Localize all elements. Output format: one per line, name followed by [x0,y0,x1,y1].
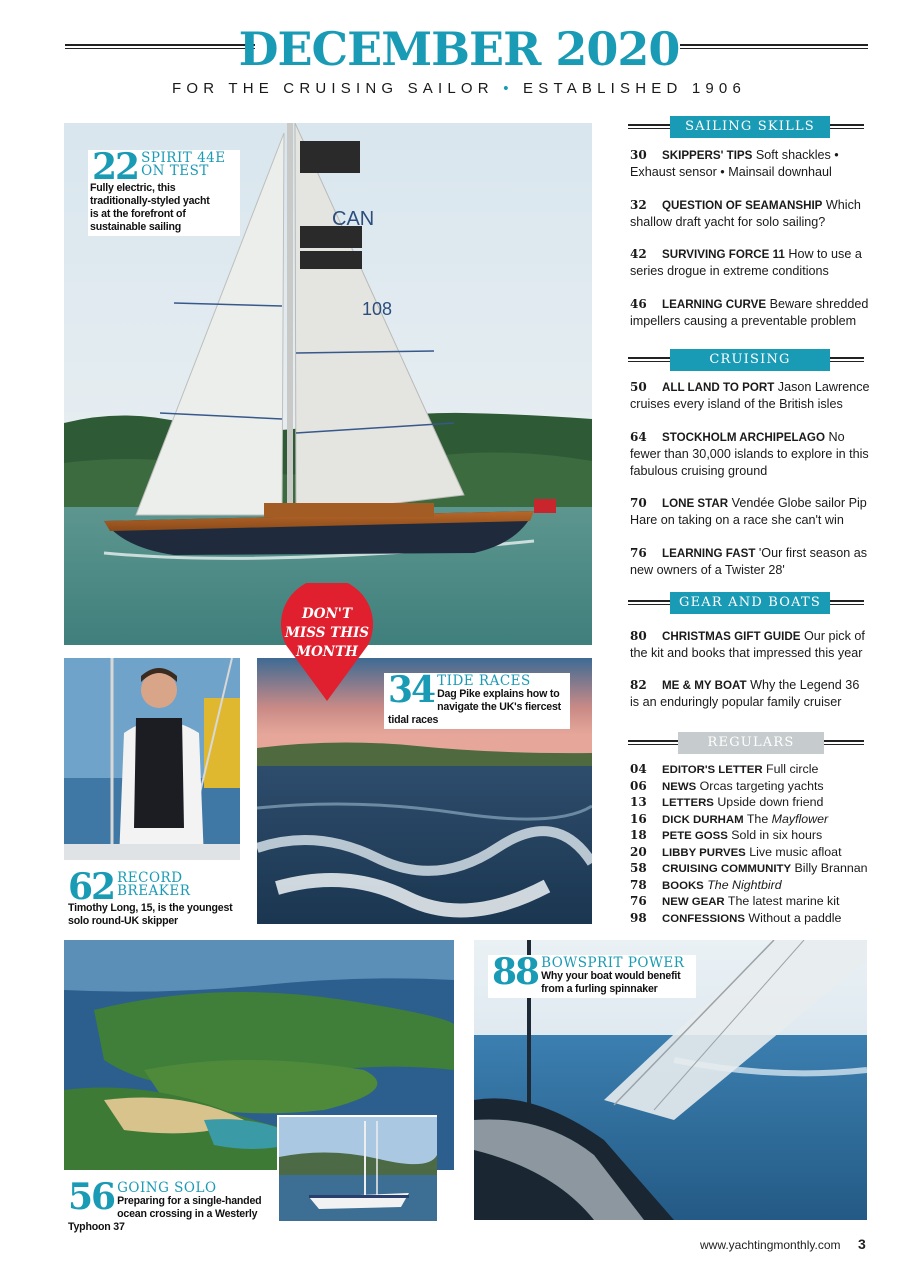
bowsprit-callout [488,951,696,998]
toc-entry[interactable]: 70 LONE STAR Vendée Globe sailor Pip Hare on taking on a race she can't win [630,496,867,527]
solo-number: 56 [68,1176,115,1218]
toc-entry[interactable]: 78 BOOKS The Nightbird [630,877,782,892]
sail-letters: CAN [332,208,375,230]
toc-entry[interactable]: 64 STOCKHOLM ARCHIPELAGO No fewer than 30,000 islands to explore in this fabulous cruising ground [630,430,869,478]
typhoon-37-photo [277,1115,437,1221]
record-desc: Timothy Long, 15, is the youngest solo round-UK skipper [68,902,233,927]
toc-entry[interactable]: 13 LETTERS Upside down friend [630,795,824,809]
record-title-1: RECORD [117,870,183,886]
section-label: REGULARS [678,732,824,754]
record-title-2: BREAKER [117,883,191,899]
record-callout [64,866,244,930]
spirit-title-2: ON TEST [141,163,209,179]
spirit-title-1: SPIRIT 44E [141,150,226,166]
bowsprit-number: 88 [492,951,539,993]
toc-entry[interactable]: 98 CONFESSIONS Without a paddle [630,910,842,925]
toc-entry[interactable]: 06 NEWS Orcas targeting yachts [630,778,824,793]
badge-line-1: DON'T [302,606,352,622]
solo-title: GOING SOLO [117,1180,217,1196]
toc-entry[interactable]: 42 SURVIVING FORCE 11 How to use a series drogue in extreme conditions [630,247,862,278]
tide-callout [384,669,570,729]
bowsprit-title: BOWSPRIT POWER [541,955,685,971]
section-label: SAILING SKILLS [670,116,830,138]
toc-entry[interactable]: 20 LIBBY PURVES Live music afloat [630,844,842,859]
toc-entry[interactable]: 32 QUESTION OF SEAMANSHIP Which shallow draft yacht for solo sailing? [630,198,861,229]
toc-entry[interactable]: 18 PETE GOSS Sold in six hours [630,828,823,842]
badge-line-3: MONTH [296,644,358,660]
toc-entry[interactable]: 76 NEW GEAR The latest marine kit [630,894,840,908]
section-regulars [628,732,864,754]
footer-url[interactable]: www.yachtingmonthly.com [700,1238,841,1252]
bowsprit-desc: Why your boat would benefit from a furling spinnaker [541,970,681,995]
spirit-callout [88,146,240,236]
section-cruising [628,349,864,371]
toc-entry[interactable]: 50 ALL LAND TO PORT Jason Lawrence cruises every island of the British isles [630,380,870,411]
section-sailing-skills [628,116,864,138]
section-label: CRUISING [670,349,830,371]
toc-entry[interactable]: 16 DICK DURHAM The Mayflower [630,811,829,826]
toc-entry[interactable]: 82 ME & MY BOAT Why the Legend 36 is an enduringly popular family cruiser [630,678,860,709]
section-gear-and-boats [628,592,864,614]
spirit-desc: Fully electric, this traditionally-styled yacht is at the forefront of sustainable sailing [90,182,210,233]
toc-entry[interactable]: 04 EDITOR'S LETTER Full circle [630,762,819,776]
tagline-left: FOR THE CRUISING SAILOR [171,80,494,97]
tagline [0,80,918,97]
badge-text [268,605,386,662]
section-label: GEAR AND BOATS [670,592,830,614]
solo-desc: Preparing for a single-handed ocean crossing in a Westerly Typhoon 37 [68,1195,262,1233]
toc-entry[interactable]: 58 CRUISING COMMUNITY Billy Brannan [630,861,868,875]
badge-line-2: MISS THIS [284,625,370,641]
tagline-right: ESTABLISHED 1906 [523,80,747,97]
toc-entry[interactable]: 80 CHRISTMAS GIFT GUIDE Our pick of the kit and books that impressed this year [630,629,865,660]
toc-entry[interactable]: 30 SKIPPERS' TIPS Soft shackles • Exhaust sensor • Mainsail downhaul [630,148,839,179]
toc-entry[interactable]: 46 LEARNING CURVE Beware shredded impellers causing a preventable problem [630,297,869,328]
tagline-dot: • [503,80,514,97]
tide-desc: Dag Pike explains how to navigate the UK's fiercest tidal races [388,688,562,726]
tide-title: TIDE RACES [437,673,531,689]
record-breaker-photo [64,658,240,860]
sail-number: 108 [362,299,393,319]
solo-callout [64,1176,272,1236]
record-number: 62 [68,866,115,908]
spirit-number: 22 [92,146,139,188]
tide-number: 34 [388,669,435,711]
issue-title: DECEMBER 2020 [238,22,680,76]
toc-entry[interactable]: 76 LEARNING FAST 'Our first season as new owners of a Twister 28' [630,546,867,577]
page-number: 3 [858,1236,866,1252]
